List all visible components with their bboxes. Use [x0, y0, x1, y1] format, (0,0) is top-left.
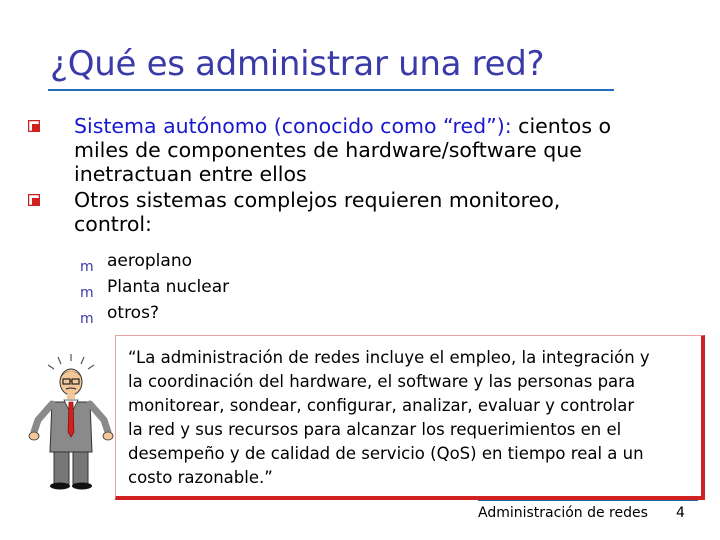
bullet-text: miles de componentes de hardware/software que [74, 138, 582, 162]
sub-bullet-list [24, 248, 684, 326]
footer-label: Administración de redes [478, 505, 648, 521]
bullet-highlight: Sistema autónomo (conocido como “red”): [74, 114, 512, 138]
bullet-list [24, 114, 684, 326]
m-bullet-icon: m [80, 259, 94, 275]
quote-line: la red y sus recursos para alcanzar los requerimientos en el [128, 420, 622, 439]
bullet-text: inetractuan entre ellos [74, 162, 307, 186]
red-square-bullet-icon [28, 194, 40, 206]
sub-bullet-item [24, 248, 684, 274]
sub-bullet-text: otros? [107, 303, 159, 323]
quote-line: costo razonable.” [128, 468, 273, 487]
slide-title: ¿Qué es administrar una red? [50, 44, 545, 84]
bullet-item [24, 114, 684, 186]
sub-bullet-text: Planta nuclear [107, 277, 230, 297]
quote-line: monitorear, sondear, configurar, analizar, evaluar y controlar [128, 396, 635, 415]
sub-bullet-text: aeroplano [107, 251, 192, 271]
m-bullet-icon: m [80, 285, 94, 301]
quote-line: la coordinación del hardware, el software y las personas para [128, 372, 636, 391]
confused-man-clipart [28, 352, 114, 490]
definition-quote [128, 346, 708, 490]
footer-rule [478, 500, 698, 501]
bullet-text: cientos o [518, 114, 612, 138]
bullet-text: Otros sistemas complejos requieren monitoreo, [74, 188, 561, 212]
sub-bullet-item [24, 300, 684, 326]
quote-line: “La administración de redes incluye el empleo, la integración y [128, 348, 650, 367]
bullet-text: control: [74, 212, 152, 236]
m-bullet-icon: m [80, 311, 94, 327]
sub-bullet-item [24, 274, 684, 300]
quote-line: desempeño y de calidad de servicio (QoS) en tiempo real a un [128, 444, 644, 463]
bullet-item [24, 188, 684, 236]
red-square-bullet-icon [28, 120, 40, 132]
title-underline [48, 89, 614, 91]
page-number: 4 [676, 505, 685, 521]
